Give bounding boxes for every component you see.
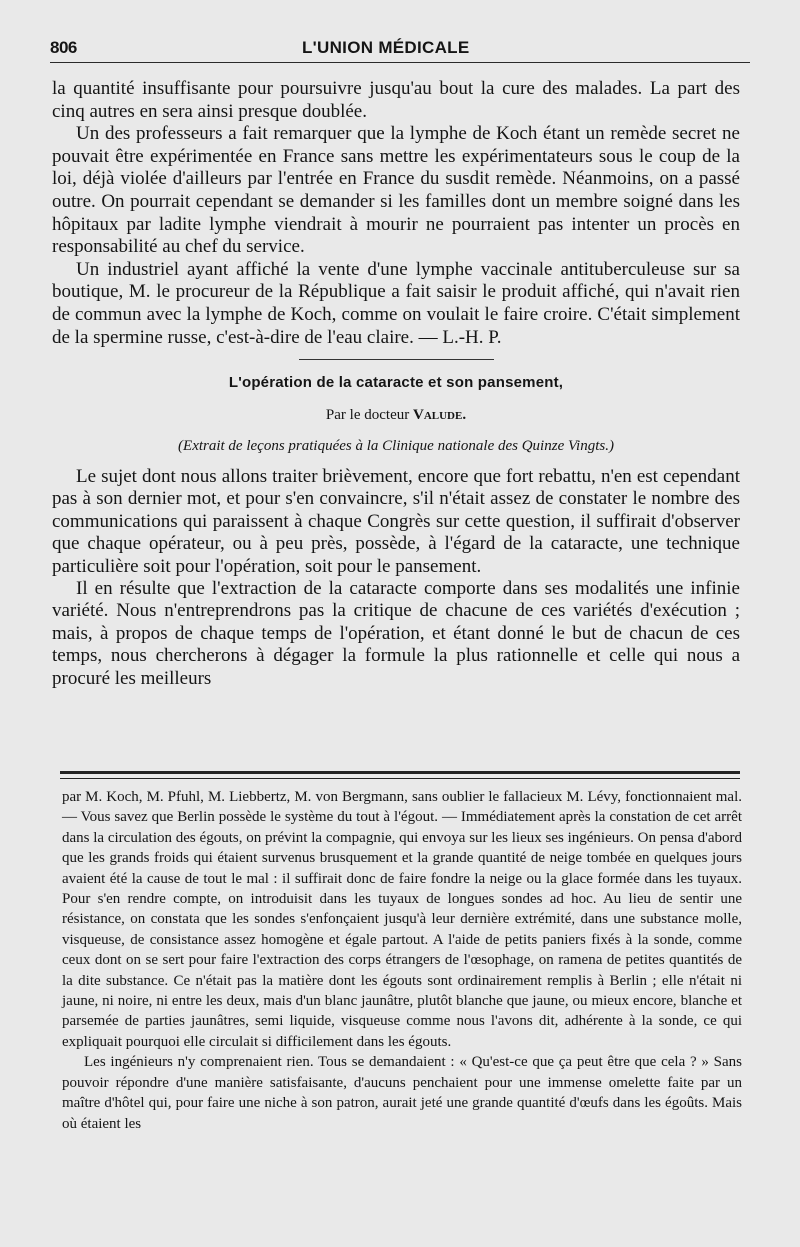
footnote-rule-thin (60, 778, 740, 779)
main-text (52, 78, 740, 690)
paragraph: Un industriel ayant affiché la vente d'une lymphe vaccinale antituberculeuse sur sa boutique, M. le procureur de la République a fait saisir le produit affiché, qui n'avait rien de commun avec la lymphe de Koch, comme on voulait le faire croire. C'était simplement de la spermine russe, c'est-à-dire de l'eau claire. — L.-H. P. (52, 258, 740, 348)
journal-title: L'UNION MÉDICALE (302, 38, 470, 57)
article-title: L'opération de la cataracte et son pansement, (228, 374, 564, 392)
page-number: 806 (50, 38, 77, 57)
author-name: Valude. (412, 406, 467, 423)
author-prefix: Par le docteur (325, 406, 410, 423)
header-rule (50, 62, 750, 63)
footnote-paragraph: par M. Koch, M. Pfuhl, M. Liebbertz, M. von Bergmann, sans oublier le fallacieux M. Lévy, fonctionnaient mal. — Vous savez que Berlin possède le système du tout à l'égout. — Immédiatement après la constation de cet arrêt dans la circulation des égouts, on prévint la compagnie, qui envoya sur les lieux ses ingénieurs. On pensa d'abord que les grands froids qui étaient survenus brusquement et la grande quantité de neige tombée en quelques jours avaient été la cause de tout le mal : il suffirait donc de faire fondre la neige ou la glace formée dans les tuyaux. Pour s'en rendre compte, on introduisit dans les tuyaux de longues sondes ad hoc. Au lieu de sentir une résistance, on constata que les sondes s'enfonçaient jusqu'à leur dernière extrémité, dans une substance molle, visqueuse, de consistance assez homogène et égale partout. A l'aide de petits paniers fixés à la sonde, comme ceux dont on se sert pour faire l'extraction des corps étrangers de l'œsophage, on ramena de petites quantités de la dite substance. Ce n'était pas la matière dont les égouts sont ordinairement remplis à Berlin ; elle n'était ni jaune, ni noire, ni entre les deux, mais d'un blanc jaunâtre, plutôt blanche que jaune, ou mieux encore, blanche et parsemée de parties jaunâtres, semi liquide, visqueuse comme nous l'avons dit, adhérente à la sonde, ce qui expliquait pourquoi elle circulait si difficilement dans les égouts. (62, 789, 742, 1050)
paragraph: la quantité insuffisante pour poursuivre jusqu'au bout la cure des malades. La part des cinq autres en sera ainsi presque doublée. (52, 78, 740, 122)
footnote-rule-thick (60, 771, 740, 774)
footnote (62, 787, 742, 1134)
paragraph: Il en résulte que l'extraction de la cataracte comporte dans ses modalités une infinie variété. Nous n'entreprendrons pas la critique de chacune de ces variétés d'exécution ; mais, à propos de chaque temps de l'opération, et étant donné le but de chacun de ces temps, nous chercherons à dégager la formule la plus rationnelle et celle qui nous a procuré les meilleurs (52, 577, 740, 689)
footnote-paragraph: Les ingénieurs n'y comprenaient rien. Tous se demandaient : « Qu'est-ce que ça peut être que cela ? » Sans pouvoir répondre d'une manière satisfaisante, d'aucuns penchaient pour une immense omelette faite par un maître d'hôtel qui, pour faire une niche à son patron, aurait jeté une grande quantité d'œufs dans les égoûts. Mais où étaient les (62, 1054, 742, 1132)
article-source-note: (Extrait de leçons pratiquées à la Clinique nationale des Quinze Vingts.) (178, 438, 614, 455)
article-body (52, 466, 740, 690)
paragraph: Un des professeurs a fait remarquer que la lymphe de Koch étant un remède secret ne pouvait être expérimentée en France sans mettre les expérimentateurs sous le coup de la loi, déjà violée d'ailleurs par l'entrée en France du susdit remède. Néanmoins, on a passé outre. On pourrait cependant se demander si les familles dont un membre soigné dans les hôpitaux par ladite lymphe viendrait à mourir ne pourraient pas intenter un procès en responsabilité au chef du service. (52, 123, 740, 258)
paragraph: Le sujet dont nous allons traiter brièvement, encore que fort rebattu, n'en est cependant pas à son dernier mot, et pour s'en convaincre, s'il n'était assez de constater le nombre des communications qui paraissent à chaque Congrès sur cette question, il suffirait d'observer que chaque opérateur, ou à peu près, possède, à l'égard de la cataracte, une technique particulière soit pour l'opération, soit pour le pansement. (52, 465, 740, 577)
section-separator (299, 359, 494, 360)
article (52, 372, 740, 690)
page-header (50, 36, 750, 66)
preceding-article (52, 78, 740, 349)
article-byline (52, 404, 740, 427)
